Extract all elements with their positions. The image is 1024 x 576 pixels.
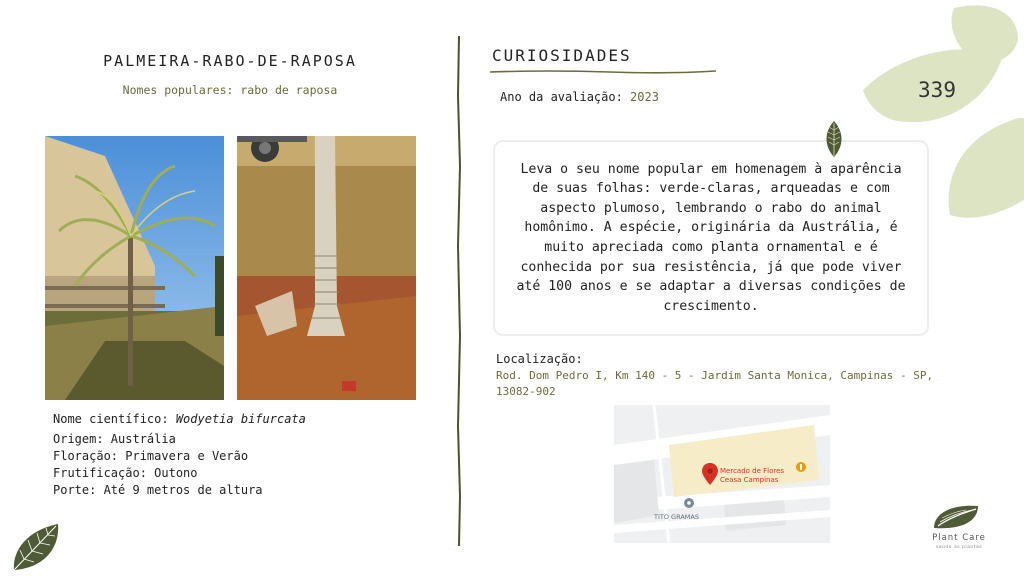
popular-names: Nomes populares: rabo de raposa (122, 83, 338, 97)
bottom-leaf-icon (10, 520, 62, 574)
map-secondary-label: TITO GRAMAS (654, 513, 699, 521)
food-marker-icon (796, 462, 806, 472)
page-number-badge: 339 (918, 78, 956, 102)
scientific-name-row (53, 411, 306, 428)
plant-title: PALMEIRA-RABO-DE-RAPOSA (103, 52, 357, 70)
map-place-label-2: Ceasa Campinas (720, 476, 779, 484)
eval-year-label: Ano da avaliação: (500, 90, 631, 104)
scientific-name-label: Nome científico: (53, 412, 176, 426)
scientific-name-value: Wodyetia bifurcata (175, 412, 306, 426)
logo-tagline: saúde as plantas (935, 545, 983, 550)
flowering-row: Floração: Primavera e Verão (53, 449, 249, 463)
location-map[interactable] (614, 405, 830, 543)
poi-marker-icon (684, 498, 694, 508)
logo-name: Plant Care (932, 533, 986, 543)
palm-trunk-photo (237, 136, 416, 400)
origin-row: Origem: Austrália (53, 432, 176, 446)
fruiting-row: Frutificação: Outono (53, 466, 198, 480)
curiosities-text: Leva o seu nome popular em homenagem à aparência de suas folhas: verde-claras, arqueadas e com aspecto plumoso, lembrando o rabo do animal homônimo. A espécie, originária da Austrália, é muito apreciada como planta ornamental e é conhecida por sua resistência, já que pode viver até 100 anos e se adaptar a diversas condições de crescimento. (516, 161, 906, 314)
eval-year-value: 2023 (630, 90, 659, 104)
size-row: Porte: Até 9 metros de altura (53, 483, 263, 497)
title-underline (490, 68, 716, 76)
plant-facts (53, 411, 306, 499)
palm-photo-full (45, 136, 224, 400)
decorative-leaves (858, 0, 1024, 230)
plant-care-logo-icon (920, 500, 998, 534)
location-address: Rod. Dom Pedro I, Km 140 - 5 - Jardim Santa Monica, Campinas - SP, 13082-902 (496, 369, 934, 398)
map-place-label-1: Mercado de Flores (720, 467, 785, 475)
location-label: Localização: (496, 352, 583, 366)
leaf-icon (823, 120, 845, 158)
curiosities-title: CURIOSIDADES (492, 46, 632, 65)
evaluation-year (500, 90, 659, 104)
vertical-divider (455, 36, 463, 546)
